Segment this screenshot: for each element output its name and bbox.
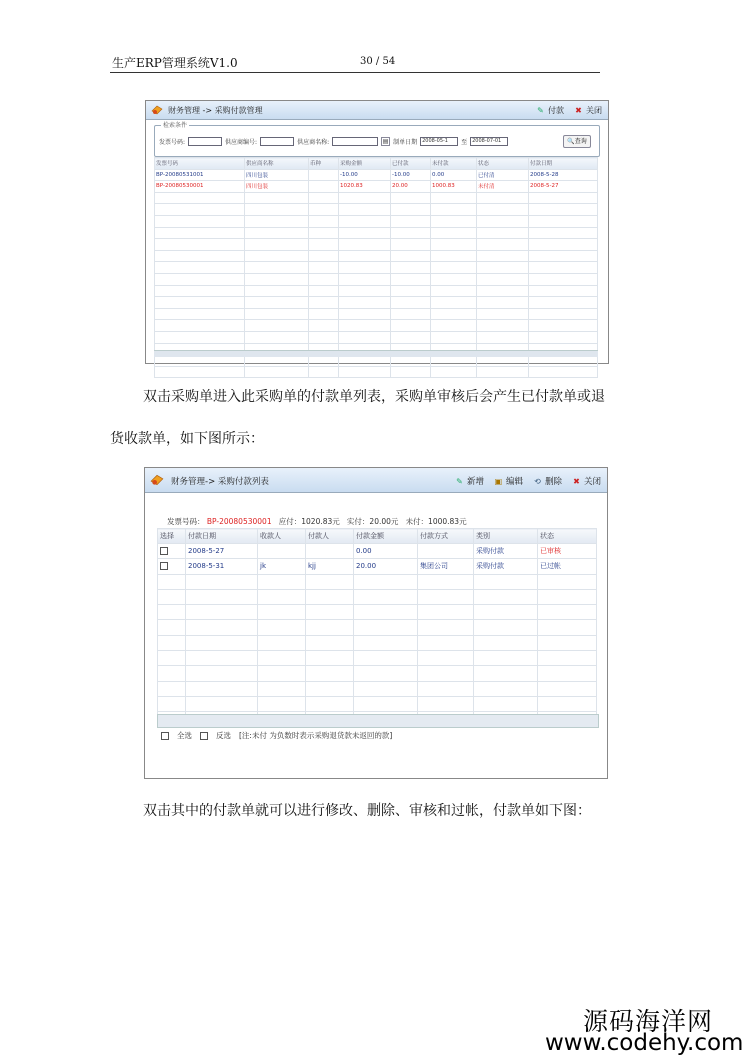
empty-row [155, 366, 598, 378]
invoice-label: 发票号码： [167, 517, 205, 526]
cell: 20.00 [391, 181, 431, 193]
status-cell: 已过帐 [538, 559, 597, 574]
col-payer: 付款人 [306, 529, 354, 544]
date-label: 制单日期 [393, 139, 418, 146]
empty-row [158, 589, 597, 604]
cell: BP-20080530001 [155, 181, 245, 193]
col-select: 选择 [158, 529, 186, 544]
add-button[interactable] [455, 475, 484, 487]
cell [258, 544, 306, 559]
query-button-label: 查询 [574, 138, 587, 145]
row-checkbox-cell [158, 544, 186, 559]
paid-amount: 实付：20.00元 [346, 517, 399, 526]
close-button[interactable] [572, 475, 601, 487]
status-cell: 已审核 [538, 544, 597, 559]
cell: -10.00 [391, 169, 431, 181]
cell: 四川包装 [245, 181, 309, 193]
row-checkbox[interactable] [160, 562, 168, 570]
supplier-name-input[interactable] [332, 137, 378, 146]
delete-button[interactable] [533, 475, 562, 487]
date-from-input[interactable]: 2008-05-1 [420, 137, 458, 146]
add-button-label: 新增 [466, 477, 484, 487]
date-to-label: 至 [461, 139, 468, 146]
delete-button-label: 删除 [544, 477, 562, 487]
invert-selection-checkbox[interactable] [200, 732, 208, 740]
breadcrumb: 财务管理 -> 采购付款管理 [168, 106, 263, 115]
empty-row [155, 239, 598, 251]
cell [306, 544, 354, 559]
unpaid-amount: 未付：1000.83元 [405, 517, 467, 526]
select-all-label: 全选 [177, 731, 192, 740]
col-method: 付款方式 [418, 529, 474, 544]
col-purchase-amount: 采购金额 [339, 158, 391, 170]
col-pay-date: 付款日期 [186, 529, 258, 544]
payable-amount: 应付：1020.83元 [278, 517, 340, 526]
cell: jk [258, 559, 306, 574]
cell: 四川包装 [245, 169, 309, 181]
supplier-name-label: 供应商名称: [297, 139, 330, 146]
pay-button-label: 付款 [548, 106, 564, 115]
payment-list-table [157, 528, 597, 728]
watermark-title: 源码海洋网 [583, 1007, 714, 1036]
date-to-input[interactable]: 2008-07-01 [470, 137, 508, 146]
pay-button[interactable] [536, 105, 564, 116]
app-logo-icon [151, 104, 163, 116]
invoice-summary [167, 516, 467, 527]
col-type: 类别 [474, 529, 538, 544]
breadcrumb: 财务管理-> 采购付款列表 [171, 477, 269, 487]
empty-row [158, 681, 597, 696]
empty-row [155, 331, 598, 343]
paragraph-1-line-1: 双击采购单进入此采购单的付款单列表，采购单审核后会产生已付款单或退 [143, 389, 605, 405]
table-header-row [158, 529, 597, 544]
close-button-label: 关闭 [583, 477, 601, 487]
empty-row [155, 262, 598, 274]
paragraph-1-line-2: 货收款单，如下图所示： [110, 431, 264, 447]
empty-row [158, 605, 597, 620]
window-titlebar [145, 468, 607, 493]
cell: 2008-5-27 [529, 181, 598, 193]
footer-note: [注:未付 为负数时表示采购退货款未返回的款] [239, 731, 393, 740]
close-icon: ✖ [575, 106, 582, 115]
col-paid: 已付款 [391, 158, 431, 170]
empty-row [155, 204, 598, 216]
col-supplier-name: 供应商名称 [245, 158, 309, 170]
purchase-payment-management-screenshot [145, 100, 609, 364]
cell [418, 544, 474, 559]
invoice-input[interactable] [188, 137, 222, 146]
empty-row [155, 215, 598, 227]
cell: -10.00 [339, 169, 391, 181]
empty-row [155, 308, 598, 320]
cell: 2008-5-27 [186, 544, 258, 559]
page-header-title: 生产ERP管理系统V1.0 [112, 56, 238, 70]
search-criteria-group [154, 122, 600, 157]
cell: BP-20080531001 [155, 169, 245, 181]
row-checkbox[interactable] [160, 547, 168, 555]
table-row[interactable] [155, 181, 598, 193]
cell [309, 181, 339, 193]
table-row[interactable] [155, 169, 598, 181]
table-header-row [155, 158, 598, 170]
paragraph-2: 双击其中的付款单就可以进行修改、删除、审核和过帐，付款单如下图： [143, 803, 591, 819]
empty-row [158, 574, 597, 589]
table-row[interactable] [158, 559, 597, 574]
empty-row [155, 250, 598, 262]
purchase-invoice-table [154, 157, 598, 378]
invoice-label: 发票号码: [159, 139, 186, 146]
cell: 2008-5-31 [186, 559, 258, 574]
horizontal-scrollbar[interactable] [157, 714, 599, 728]
cell [309, 169, 339, 181]
supplier-no-label: 供应商编号: [225, 139, 258, 146]
purchase-payment-list-screenshot [144, 467, 608, 779]
table-row[interactable] [158, 544, 597, 559]
invert-selection-label: 反选 [216, 731, 231, 740]
cell: 集团公司 [418, 559, 474, 574]
col-payee: 收款人 [258, 529, 306, 544]
empty-row [155, 320, 598, 332]
cell: kjj [306, 559, 354, 574]
empty-row [155, 285, 598, 297]
empty-row [158, 651, 597, 666]
col-invoice: 发票号码 [155, 158, 245, 170]
edit-button-label: 编辑 [505, 477, 523, 487]
query-button[interactable] [563, 135, 591, 148]
empty-row [158, 666, 597, 681]
col-currency: 币种 [309, 158, 339, 170]
col-status: 状态 [538, 529, 597, 544]
cell: 采购付款 [474, 559, 538, 574]
add-pencil-icon: ✎ [456, 476, 463, 486]
horizontal-scrollbar[interactable] [154, 350, 598, 357]
selection-footer [161, 730, 392, 741]
col-unpaid: 未付款 [431, 158, 477, 170]
close-button-label: 关闭 [586, 106, 602, 115]
empty-row [158, 696, 597, 711]
row-checkbox-cell [158, 559, 186, 574]
search-icon: 🔍 [567, 138, 575, 145]
cell: 2008-5-28 [529, 169, 598, 181]
window-titlebar [146, 101, 608, 120]
cell: 未付清 [477, 181, 529, 193]
cell: 0.00 [431, 169, 477, 181]
empty-row [158, 620, 597, 635]
close-icon: ✖ [573, 476, 580, 486]
delete-icon: ⟲ [534, 476, 541, 486]
cell: 采购付款 [474, 544, 538, 559]
select-all-checkbox[interactable] [161, 732, 169, 740]
lookup-icon[interactable]: ▤ [382, 138, 389, 145]
cell: 已付清 [477, 169, 529, 181]
edit-pencil-icon: ✎ [537, 106, 544, 115]
col-status: 状态 [477, 158, 529, 170]
cell: 0.00 [354, 544, 418, 559]
invoice-number: BP-20080530001 [206, 517, 272, 526]
cell: 1000.83 [431, 181, 477, 193]
page-number: 30 / 54 [360, 56, 396, 67]
empty-row [158, 635, 597, 650]
cell: 20.00 [354, 559, 418, 574]
app-logo-icon [150, 473, 164, 487]
col-amount: 付款金额 [354, 529, 418, 544]
edit-document-icon: ▣ [494, 476, 503, 486]
header-rule [110, 72, 600, 73]
empty-row [155, 227, 598, 239]
search-criteria-legend: 检索条件 [163, 122, 188, 129]
edit-button[interactable] [494, 475, 523, 487]
cell: 1020.83 [339, 181, 391, 193]
empty-row [155, 192, 598, 204]
watermark-url: www.codehy.com [545, 1030, 744, 1056]
empty-row [155, 297, 598, 309]
close-button[interactable] [574, 105, 602, 116]
col-pay-date: 付款日期 [529, 158, 598, 170]
empty-row [155, 273, 598, 285]
supplier-no-input[interactable] [260, 137, 294, 146]
